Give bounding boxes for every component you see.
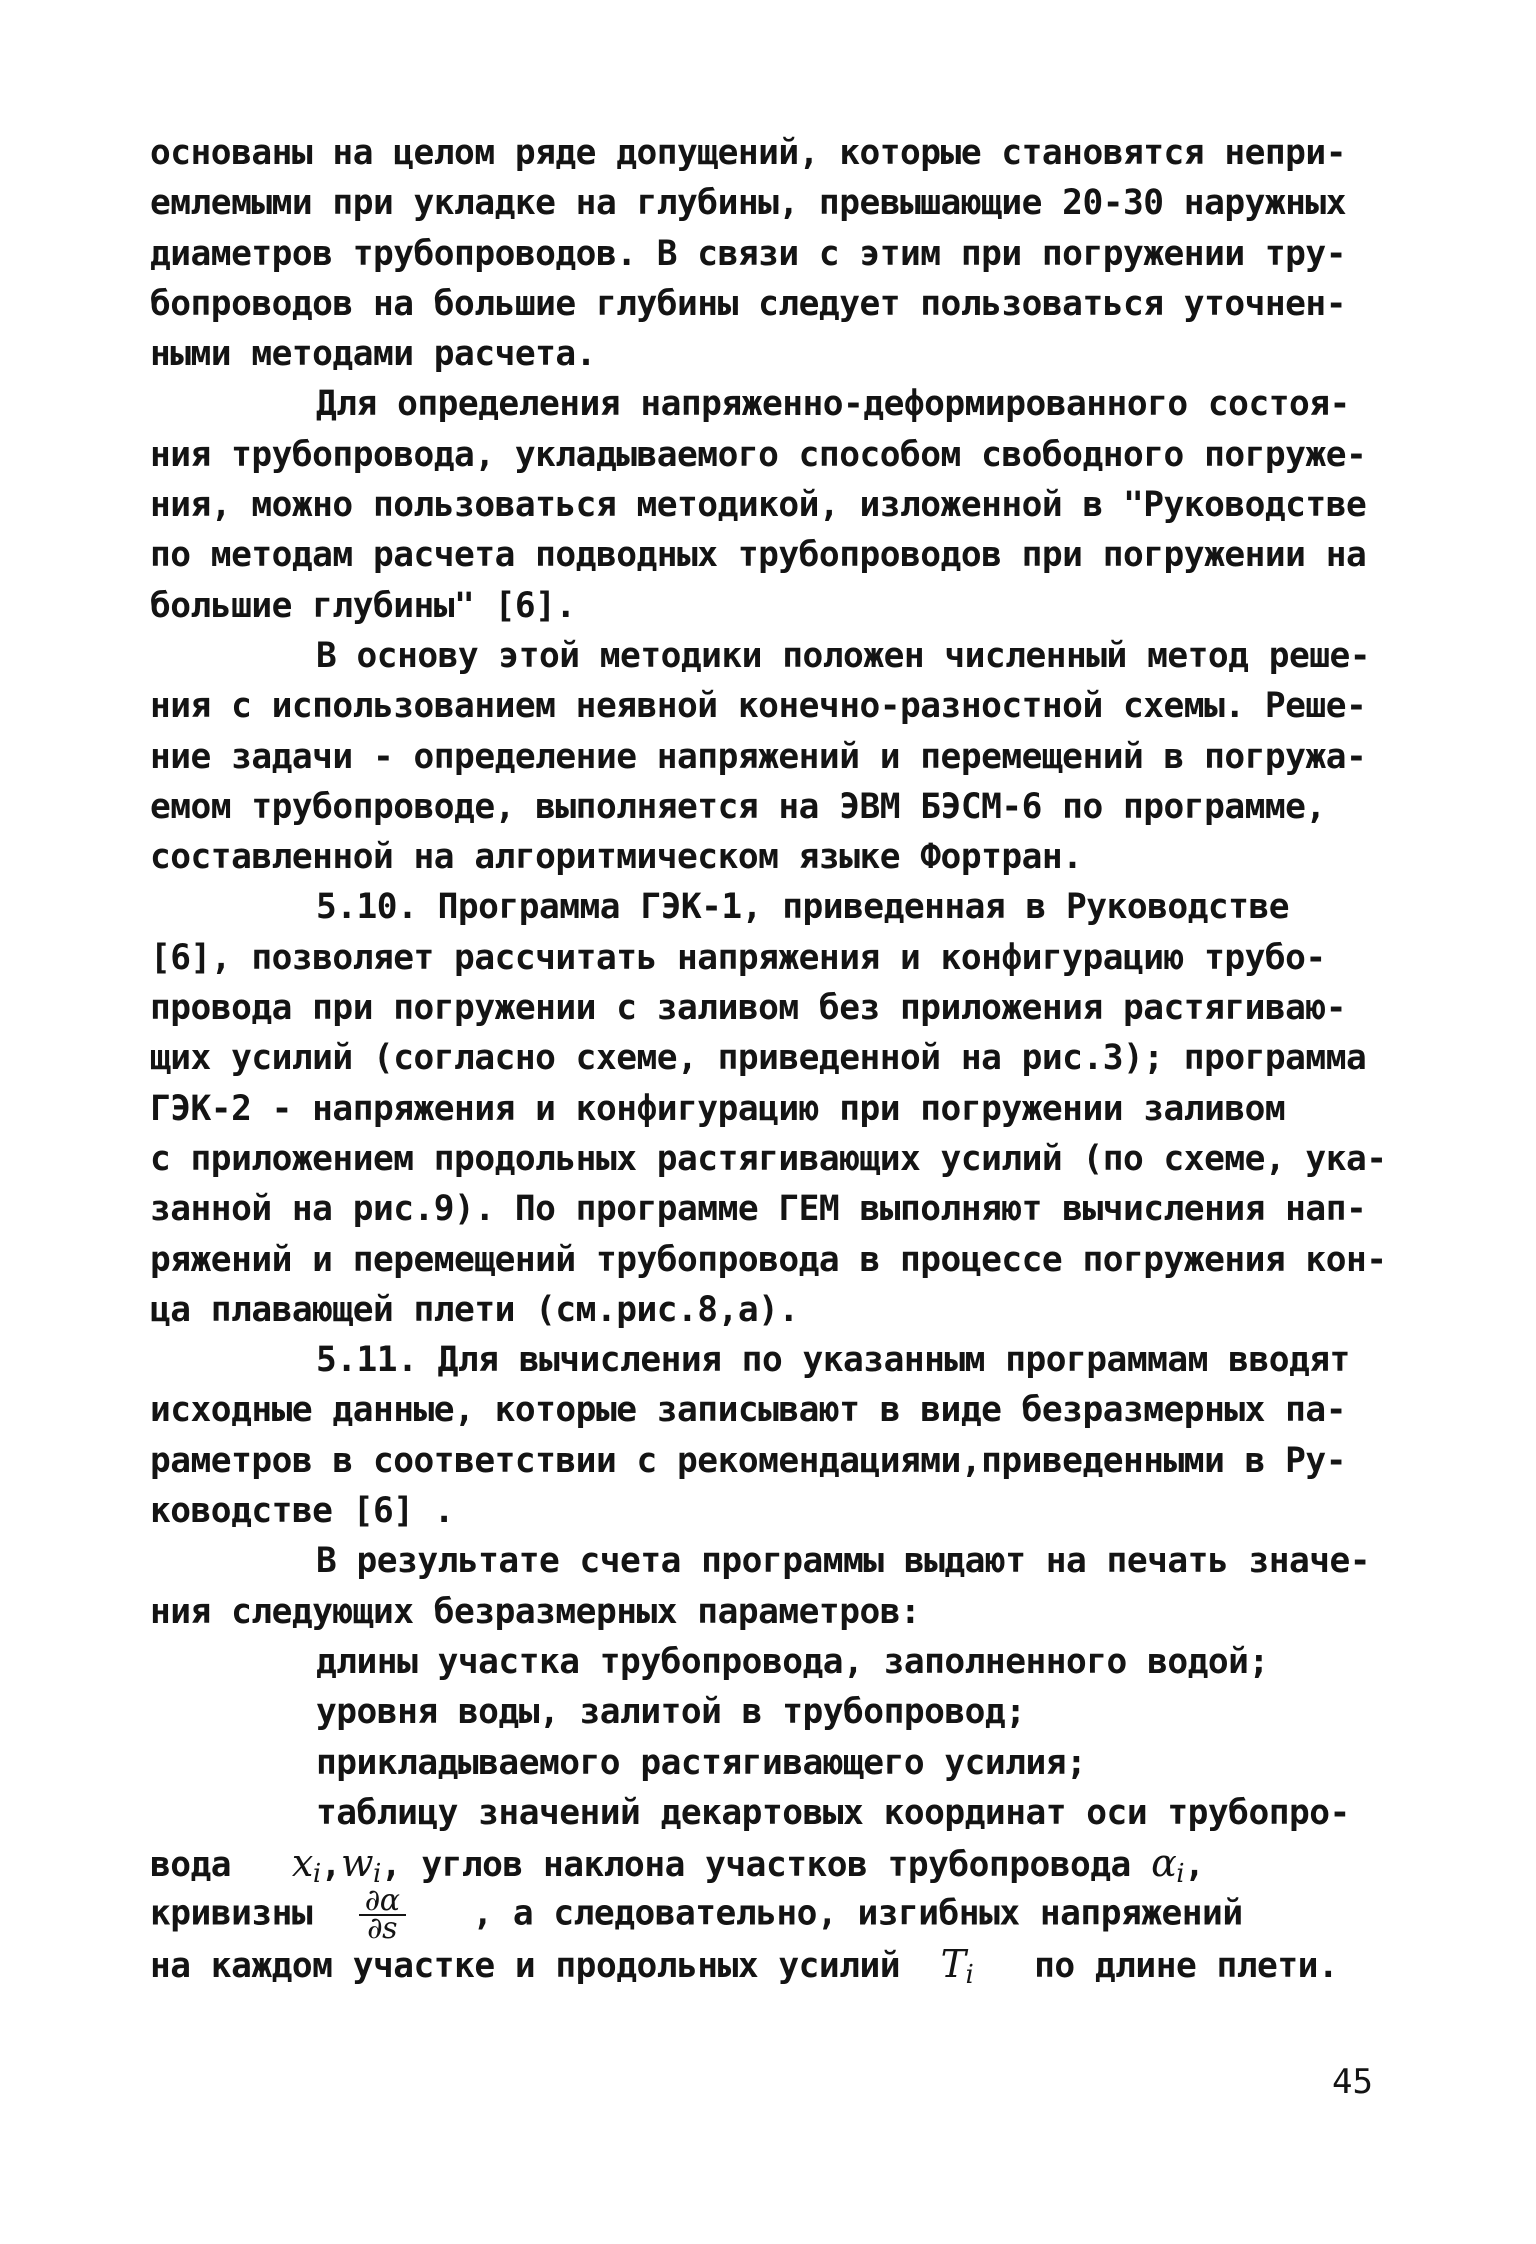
text-line: емлемыми при укладке на глубины, превышающие 20-30 наружных [150,183,1346,224]
text-line: [6], позволяет рассчитать напряжения и конфигурацию трубо- [150,937,1326,978]
text-line: по методам расчета подводных трубопроводов при погружении на [150,535,1367,576]
alpha-symbol: α [1151,1841,1177,1886]
subscript: i [372,1859,381,1890]
text-fragment: по длине плети. [1034,1945,1339,1986]
text-line: основаны на целом ряде допущений, которые становятся непри- [150,133,1346,173]
text-line: ния трубопровода, укладываемого способом свободного погруже- [150,434,1367,475]
list-item: уровня воды, залитой в трубопровод; [316,1692,1026,1733]
document-body [150,128,1400,1989]
list-item: прикладываемого растягивающего усилия; [316,1742,1087,1783]
t-force-symbol: T [940,1941,966,1986]
fraction-denominator: ∂s [367,1911,398,1947]
text-fragment: , углов наклона участков трубопровода [380,1845,1131,1886]
text-fragment: , [1184,1845,1205,1886]
subscript: i [312,1859,321,1890]
fraction-numerator: ∂α [359,1888,406,1916]
formula-line [150,1939,1400,1989]
text-line: емом трубопроводе, выполняется на ЭВМ БЭСМ-6 по программе, [150,786,1326,827]
list-item: таблицу значений декартовых координат оси трубопро- [316,1792,1350,1833]
text-line: бопроводов на большие глубины следует пользоваться уточнен- [150,283,1346,324]
section-heading-line: 5.10. Программа ГЭК-1, приведенная в Руководстве [316,887,1289,928]
text-line: ца плавающей плети (см.рис.8,а). [150,1289,799,1330]
subscript: i [965,1959,974,1990]
text-fragment: , а следовательно, изгибных напряжений [472,1893,1243,1934]
text-line: В основу этой методики положен численный метод реше- [316,635,1371,676]
text-line: диаметров трубопроводов. В связи с этим при погружении тру- [150,233,1346,274]
text-line: большие глубины" [6]. [150,585,576,626]
text-line: ководстве [6] . [150,1491,455,1532]
text-line: раметров в соответствии с рекомендациями,приведенными в Ру- [150,1440,1346,1481]
page-number: 45 [1332,2062,1373,2102]
text-line: провода при погружении с заливом без приложения растягиваю- [150,988,1346,1029]
text-fragment: кривизны [150,1893,313,1934]
section-heading-line: 5.11. Для вычисления по указанным программам вводят [316,1340,1350,1381]
text-line: ние задачи - определение напряжений и перемещений в погружа- [150,736,1367,777]
text-fragment: вода [150,1845,232,1886]
text-line: В результате счета программы выдают на печать значе- [316,1541,1371,1582]
text-line: ГЭК-2 - напряжения и конфигурацию при погружении заливом [150,1088,1286,1129]
text-line: Для определения напряженно-деформированного состоя- [316,384,1350,425]
text-line: занной на рис.9). По программе ГЕМ выполняют вычисления нап- [150,1189,1367,1230]
curvature-fraction [359,1883,406,1947]
text-line: исходные данные, которые записывают в виде безразмерных па- [150,1390,1346,1431]
text-line: ния, можно пользоваться методикой, изложенной в "Руководстве [150,485,1367,526]
text-line: ными методами расчета. [150,334,596,375]
formula-line [150,1883,1400,1947]
separator: , [320,1845,341,1886]
text-line: щих усилий (согласно схеме, приведенной на рис.3); программа [150,1038,1367,1079]
w-coordinate-symbol: w [340,1841,373,1886]
list-item: длины участка трубопровода, заполненного водой; [316,1641,1269,1682]
subscript: i [1176,1859,1185,1890]
text-fragment: на каждом участке и продольных усилий [150,1945,901,1986]
text-line: составленной на алгоритмическом языке Фортран. [150,837,1083,878]
formula-line [150,1838,1400,1888]
text-line: ряжений и перемещений трубопровода в процессе погружения кон- [150,1239,1387,1280]
text-line: ния с использованием неявной конечно-разностной схемы. Реше- [150,686,1367,727]
x-coordinate-symbol: x [291,1841,313,1886]
text-line: ния следующих безразмерных параметров: [150,1591,921,1632]
text-line: с приложением продольных растягивающих усилий (по схеме, ука- [150,1138,1387,1179]
